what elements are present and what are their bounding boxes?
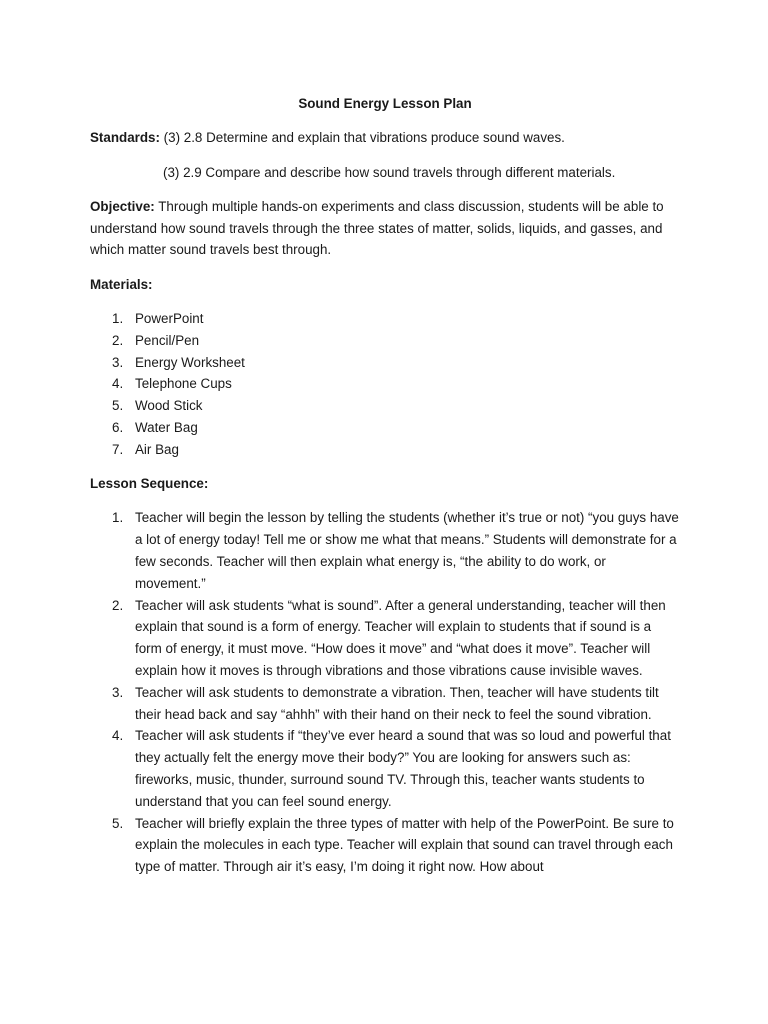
objective-label: Objective: xyxy=(90,198,155,214)
material-text: Wood Stick xyxy=(135,398,203,414)
list-item xyxy=(90,352,680,374)
document-title: Sound Energy Lesson Plan xyxy=(298,96,472,111)
objective-paragraph xyxy=(90,196,680,261)
document-body xyxy=(90,93,680,891)
list-number: 2. xyxy=(112,597,124,613)
materials-heading: Materials: xyxy=(90,276,153,292)
list-number: 6. xyxy=(112,420,124,436)
objective-text: Through multiple hands-on experiments and class discussion, students will be able to understand how sound travels through the three states of matter, solids, liquids, and gasses, and which matter sound travels best through. xyxy=(90,198,664,258)
list-item xyxy=(90,507,680,594)
list-number: 4. xyxy=(112,728,124,744)
list-number: 1. xyxy=(112,311,124,327)
list-number: 3. xyxy=(112,354,124,370)
lesson-sequence-heading: Lesson Sequence: xyxy=(90,476,209,492)
list-number: 3. xyxy=(112,684,124,700)
standards-line-1 xyxy=(90,127,680,149)
material-text: Energy Worksheet xyxy=(135,354,245,370)
material-text: Air Bag xyxy=(135,441,179,457)
list-item xyxy=(90,373,680,395)
list-item xyxy=(90,813,680,878)
list-item xyxy=(90,417,680,439)
standards-text-1: (3) 2.8 Determine and explain that vibrations produce sound waves. xyxy=(159,130,565,146)
list-number: 7. xyxy=(112,441,124,457)
list-item xyxy=(90,330,680,352)
step-text: Teacher will ask students if “they’ve ever heard a sound that was so loud and powerful that they actually felt the energy move their body?” You are looking for answers such as: fireworks, music, thunder, surround sound TV. Through this, teacher wants students to understand that you can feel sound energy. xyxy=(135,728,671,809)
step-text: Teacher will ask students “what is sound”. After a general understanding, teacher will then explain that sound is a form of energy. Teacher will explain to students that if sound is a form of energy, it must move. “How does it move” and “what does it move”. Teacher will explain how it moves is through vibrations and those vibrations cause invisible waves. xyxy=(135,597,666,679)
list-number: 1. xyxy=(112,510,124,526)
material-text: Telephone Cups xyxy=(135,376,232,392)
step-text: Teacher will briefly explain the three types of matter with help of the PowerPoint. Be sure to explain the molecules in each type. Teacher will explain that sound can travel through each type of matter. Through air it’s easy, I’m doing it right now. How about xyxy=(135,815,674,875)
list-number: 5. xyxy=(112,398,124,414)
list-item xyxy=(90,595,680,682)
list-item xyxy=(90,725,680,812)
standards-line-2: (3) 2.9 Compare and describe how sound travels through different materials. xyxy=(163,164,616,180)
list-item xyxy=(90,395,680,417)
material-text: Pencil/Pen xyxy=(135,332,200,348)
list-number: 4. xyxy=(112,376,124,392)
step-text: Teacher will begin the lesson by telling the students (whether it’s true or not) “you guys have a lot of energy today! Tell me or show me what that means.” Students will demonstrate for a few seconds. Teacher will then explain what energy is, “the ability to do work, or movement.” xyxy=(135,510,679,591)
list-item xyxy=(90,682,680,726)
list-number: 5. xyxy=(112,815,124,831)
list-item xyxy=(90,308,680,330)
list-number: 2. xyxy=(112,332,124,348)
material-text: PowerPoint xyxy=(135,311,204,327)
list-item xyxy=(90,439,680,461)
step-text: Teacher will ask students to demonstrate a vibration. Then, teacher will have students tilt their head back and say “ahhh” with their hand on their neck to feel the sound vibration. xyxy=(135,684,659,722)
material-text: Water Bag xyxy=(135,420,198,436)
standards-label: Standards: xyxy=(90,130,160,146)
materials-list xyxy=(90,308,680,461)
lesson-sequence-list xyxy=(90,507,680,878)
